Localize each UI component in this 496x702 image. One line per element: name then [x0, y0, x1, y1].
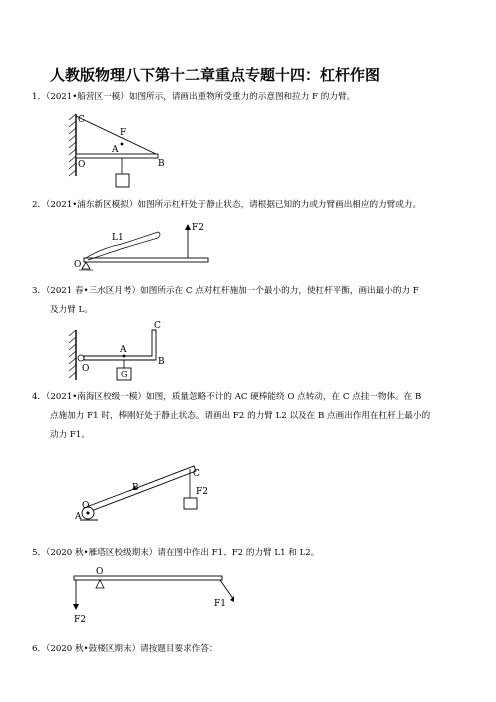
fig1-label-o: O: [78, 160, 86, 170]
fig2-label-f2: F2: [192, 223, 204, 233]
question-5-text: [32, 544, 472, 563]
question-2-line-1: 2．（2021•浦东新区模拟）如图所示杠杆处于静止状态，请根据已知的力或力臂画出相应的力臂或力。: [32, 200, 422, 210]
fig3-label-a: A: [120, 345, 127, 355]
question-4-line-3: 动力 F1。: [50, 430, 90, 440]
fig5-label-o: O: [96, 567, 104, 577]
fig4-label-a: A: [75, 512, 82, 522]
fig4-weight: [184, 498, 197, 509]
figure-4: [72, 464, 222, 534]
fig4-label-o: O: [82, 501, 90, 511]
fig1-label-a: A: [112, 145, 119, 155]
figure-5: [64, 566, 234, 628]
fig3-wall-hatch: [69, 330, 76, 378]
fig5-fulcrum: [96, 580, 104, 588]
fig1-label-f: F: [120, 128, 127, 138]
question-3-line-1: 3．（2021 春•三水区月考）如图所示在 C 点对杠杆施加一个最小的力，使杠杆平衡，画出最小的力 F: [32, 286, 419, 296]
fig1-label-b: B: [158, 159, 165, 169]
question-6-text: [32, 640, 472, 659]
question-4-line-2: 点施加力 F1 时，棒刚好处于静止状态。请画出 F2 的力臂 L2 以及在 B 点画出作用在杠杆上最小的: [50, 411, 431, 421]
fig3-point-a: [123, 355, 126, 358]
fig5-force-2-arrow: [73, 604, 79, 610]
fig4-label-c: C: [193, 469, 200, 479]
question-4-line-1: 4．（2021•南海区校级一模）如图，质量忽略不计的 AC 硬棒能绕 O 点转动，在 C 点挂一物体。在 B: [32, 392, 422, 402]
fig3-pivot: [78, 355, 84, 361]
fig2-force-arrow: [185, 224, 191, 230]
fig4-rod: [84, 466, 196, 513]
fig2-fulcrum: [82, 262, 90, 269]
fig1-wall-hatch: [69, 114, 76, 176]
question-6-line-1: 6．（2020 秋•鼓楼区期末）请按题目要求作答：: [32, 644, 218, 654]
figure-1: [66, 110, 176, 190]
fig5-force-1-line: [220, 580, 234, 600]
question-2-text: [32, 196, 472, 215]
fig3-label-o: O: [82, 364, 90, 374]
fig4-label-f2: F2: [196, 487, 208, 497]
fig3-label-g: G: [121, 370, 128, 379]
fig2-lever: [84, 258, 208, 262]
fig5-label-f1: F1: [214, 599, 226, 609]
question-3-text: [32, 282, 472, 320]
question-3-line-2: 及力臂 L。: [50, 305, 93, 315]
fig1-label-c: C: [78, 115, 85, 125]
figure-3: [66, 320, 176, 384]
question-1-text: [32, 88, 472, 107]
fig4-pivot-point: [87, 512, 90, 515]
question-4-text: [32, 388, 472, 445]
figure-2: [72, 218, 212, 274]
fig1-weight: [116, 174, 129, 187]
fig5-label-f2: F2: [74, 615, 86, 625]
fig3-label-c: C: [154, 321, 161, 331]
fig2-label-o: O: [74, 260, 82, 270]
question-5-line-1: 5．（2020 秋•雁塔区校级期末）请在图中作出 F1、F2 的力臂 L1 和 L2。: [32, 548, 320, 558]
fig3-label-b: B: [158, 357, 165, 367]
fig1-point-a: [121, 143, 124, 146]
page-title: 人教版物理八下第十二章重点专题十四：杠杆作图: [50, 66, 381, 84]
question-1-line-1: 1．（2021•船营区一模）如图所示，请画出重物所受重力的示意图和拉力 F 的力臂。: [32, 92, 356, 102]
fig4-label-b: B: [132, 483, 139, 493]
fig2-label-l1: L1: [112, 233, 124, 243]
